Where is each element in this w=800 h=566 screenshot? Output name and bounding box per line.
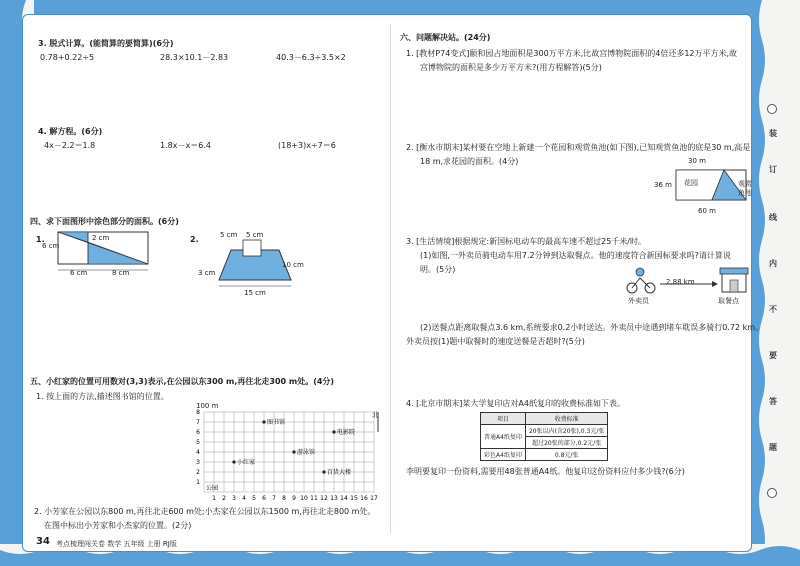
equation-title: 4. 解方程。(6分) xyxy=(38,127,103,136)
footer-book-title: 考点梳理闯关卷 数学 五年级 上册 RJ版 xyxy=(56,540,177,548)
figure-2-number: 2. xyxy=(190,235,199,244)
problem-3-line-3: 明。(5分) xyxy=(420,265,456,274)
x-tick-label: 13 xyxy=(330,495,338,502)
x-tick-label: 11 xyxy=(310,495,318,502)
y-tick-label: 6 xyxy=(196,429,200,436)
problem-4-line-1: 4. [北京市期末]某大学复印店对A4纸复印的收费标准如下表。 xyxy=(406,399,625,408)
x-tick-label: 4 xyxy=(242,495,246,502)
y-tick-label: 7 xyxy=(196,419,200,426)
problem-1-line-1: 1. [教材P74变式]颐和园占地面积是300万平方米,比故宫博物院面积的4倍还多12万平方米,故 xyxy=(406,49,738,58)
garden-bottom-label: 60 m xyxy=(698,207,716,215)
calc-item-3: 40.3－6.3÷3.5×2 xyxy=(276,53,346,62)
price-table xyxy=(480,412,608,461)
problem-2-line-2: 18 m,求花园的面积。(4分) xyxy=(420,157,519,166)
x-tick-label: 12 xyxy=(320,495,328,502)
figure-1-bottom-label-2: 8 cm xyxy=(112,269,130,277)
price-table-plain-rule-2: 超过20张的部分,0.2元/张 xyxy=(525,437,607,449)
binding-char-5: 不 xyxy=(769,305,777,314)
problem-2-line-1: 2. [衡水市期末]某村要在空地上新建一个花园和观赏鱼池(如下图),已知观赏鱼池的底是30 m,高是 xyxy=(406,143,751,152)
figure-2-top-label-1: 5 cm xyxy=(220,231,238,239)
position-question-1: 1. 按上面的方法,描述图书馆的位置。 xyxy=(36,392,169,401)
figure-2-left-label: 3 cm xyxy=(198,269,216,277)
figure-1-left-label: 6 cm xyxy=(42,242,60,250)
place-point xyxy=(262,420,265,423)
pickup-point-label: 取餐点 xyxy=(718,297,739,305)
x-tick-label: 2 xyxy=(222,495,226,502)
price-table-header-standard: 收费标准 xyxy=(525,413,607,425)
binding-char-7: 答 xyxy=(769,397,777,406)
equation-item-3: (18+3)x÷7＝6 xyxy=(278,141,336,150)
x-tick-label: 8 xyxy=(282,495,286,502)
figure-1-bottom-label-1: 6 cm xyxy=(70,269,88,277)
fish-pond-label: 观赏鱼池 xyxy=(738,180,752,197)
place-point xyxy=(332,430,335,433)
price-table-plain-rule-1: 20张以内(含20张),0.3元/张 xyxy=(525,425,607,437)
y-tick-label: 5 xyxy=(196,439,200,446)
y-tick-label: 8 xyxy=(196,409,200,416)
place-label: 小红家 xyxy=(237,459,256,466)
problem-3-line-2: (1)如图,一外卖员骑电动车用7.2分钟到达取餐点。他的速度符合新国标要求吗?请计算说 xyxy=(420,251,731,260)
north-arrow-label: 北 xyxy=(372,411,379,419)
y-tick-label: 2 xyxy=(196,469,200,476)
figure-1-top-label: 2 cm xyxy=(92,234,110,242)
price-table-row-plain: 普通A4纸复印 xyxy=(481,425,526,449)
wavy-border-right xyxy=(752,0,800,566)
y-tick-label: 3 xyxy=(196,459,200,466)
place-point xyxy=(322,470,325,473)
y-tick-label: 4 xyxy=(196,449,200,456)
garden-left-label: 36 m xyxy=(654,181,672,189)
calc-title: 3. 脱式计算。(能简算的要简算)(6分) xyxy=(38,39,174,48)
equation-item-1: 4x－2.2＝1.8 xyxy=(44,141,96,150)
x-tick-label: 3 xyxy=(232,495,236,502)
x-tick-label: 16 xyxy=(360,495,368,502)
place-label: 图书馆 xyxy=(267,419,286,426)
problem-3-line-4: (2)送餐点距离取餐点3.6 km,系统要求0.2小时送达。外卖员中途遇到堵车耽误多骑行0.72 km。 xyxy=(420,323,764,332)
rider-label: 外卖员 xyxy=(628,297,649,305)
figure-2-bottom-label: 15 cm xyxy=(244,289,266,297)
price-table-color-rule: 0.8元/张 xyxy=(525,449,607,461)
x-tick-label: 7 xyxy=(272,495,276,502)
place-label: 电影院 xyxy=(337,429,356,436)
figure-2-right-label: 10 cm xyxy=(282,261,304,269)
equation-item-2: 1.8x－x＝6.4 xyxy=(160,141,211,150)
position-question-2b: 在图中标出小芳家和小杰家的位置。(2分) xyxy=(44,521,192,530)
figure-2-top-label-2: 5 cm xyxy=(246,231,264,239)
x-tick-label: 6 xyxy=(262,495,266,502)
origin-label: 公园 xyxy=(206,485,219,492)
shop-icon xyxy=(720,268,748,292)
calc-item-1: 0.78+0.22÷5 xyxy=(40,53,95,62)
garden-inside-label: 花园 xyxy=(684,179,698,187)
binding-char-8: 题 xyxy=(769,443,777,452)
problem-section-title: 六、问题解决站。(24分) xyxy=(400,33,491,42)
place-point xyxy=(292,450,295,453)
area-section-title: 四、求下面图形中涂色部分的面积。(6分) xyxy=(30,217,179,226)
grid-unit-label: 100 m xyxy=(196,402,219,410)
figure-1-number: 1. xyxy=(36,235,45,244)
calc-item-2: 28.3×10.1－2.83 xyxy=(160,53,229,62)
position-section-title: 五、小红家的位置可用数对(3,3)表示,在公园以东300 m,再往北走300 m处。(4分) xyxy=(30,377,335,386)
route-distance-label: 2.88 km xyxy=(666,278,695,286)
problem-3-line-5: 外卖员按(1)题中取餐时的速度送餐是否超时?(5分) xyxy=(406,337,585,346)
problem-4-line-2: 李明要复印一份资料,需要用48张普通A4纸。他复印这份资料应付多少钱?(6分) xyxy=(406,467,685,476)
y-tick-label: 1 xyxy=(196,479,200,486)
coordinate-grid xyxy=(190,402,390,504)
column-divider xyxy=(390,24,391,534)
problem-1-line-2: 宫博物院的面积是多少万平方米?(用方程解答)(5分) xyxy=(420,63,602,72)
x-tick-label: 14 xyxy=(340,495,348,502)
binding-char-1: 装 xyxy=(769,129,777,138)
problem-3-line-1: 3. [生活情境]根据规定:新国标电动车的最高车速不超过25千米/时。 xyxy=(406,237,646,246)
price-table-row-color: 彩色A4纸复印 xyxy=(481,449,526,461)
place-label: 百货大楼 xyxy=(327,469,352,476)
binding-char-2: 订 xyxy=(769,165,777,174)
x-tick-label: 17 xyxy=(370,495,378,502)
x-tick-label: 15 xyxy=(350,495,358,502)
garden-top-label: 30 m xyxy=(688,157,706,165)
binding-hole-bottom xyxy=(767,488,777,498)
binding-char-3: 线 xyxy=(769,213,777,222)
scooter-icon xyxy=(627,268,655,293)
x-tick-label: 9 xyxy=(292,495,296,502)
place-label: 游泳馆 xyxy=(297,449,316,456)
price-table-header-item: 项目 xyxy=(481,413,526,425)
binding-char-4: 内 xyxy=(769,259,777,268)
binding-char-6: 要 xyxy=(769,351,777,360)
position-question-2a: 2. 小芳家在公园以东800 m,再往北走600 m处;小杰家在公园以东1500 m,再往北走800 m处。 xyxy=(34,507,376,516)
x-tick-label: 10 xyxy=(300,495,308,502)
page-number: 34 xyxy=(36,536,50,547)
place-point xyxy=(232,460,235,463)
x-tick-label: 1 xyxy=(212,495,216,502)
binding-hole-top xyxy=(767,104,777,114)
x-tick-label: 5 xyxy=(252,495,256,502)
